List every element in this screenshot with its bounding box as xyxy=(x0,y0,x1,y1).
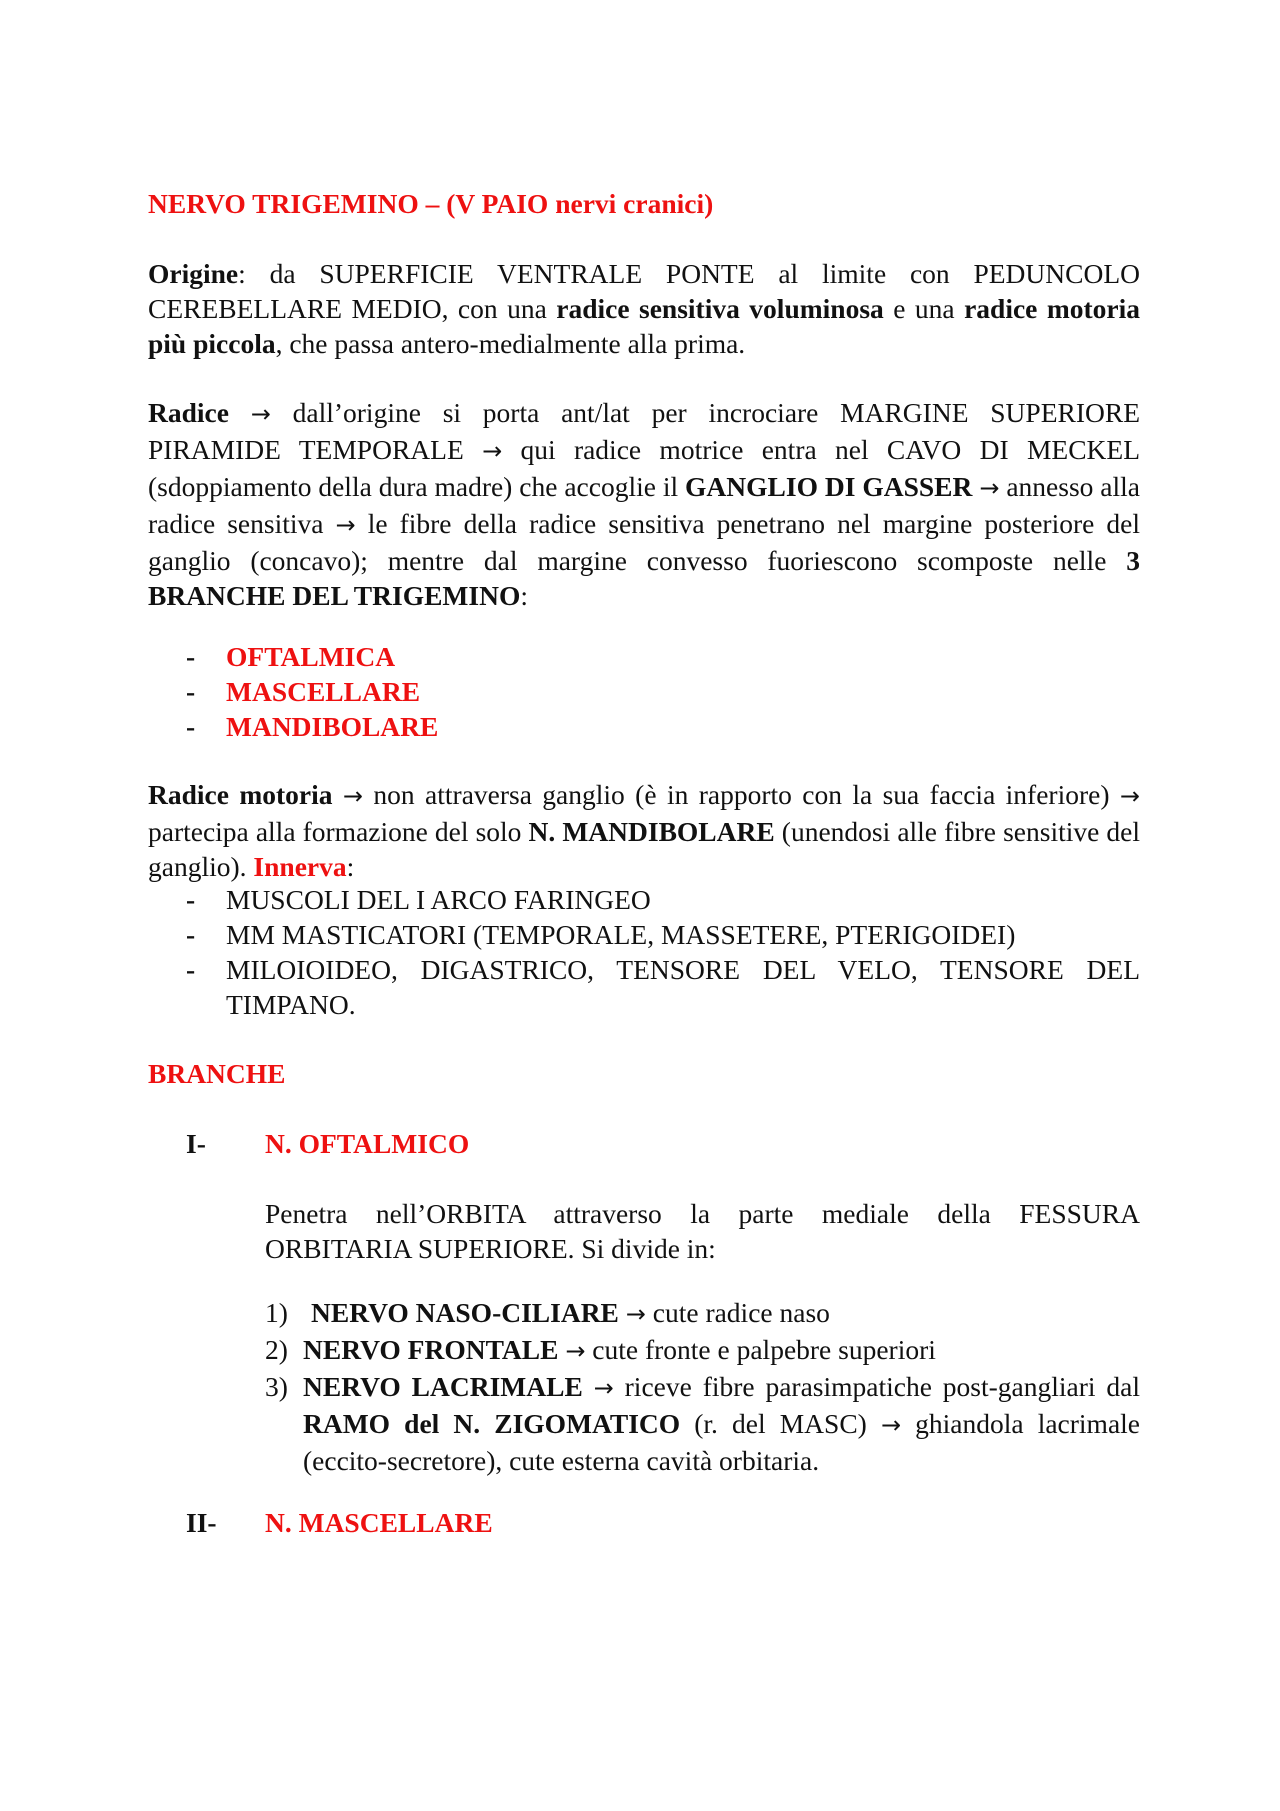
arrow-icon: → xyxy=(1119,782,1140,810)
radice-bold-branche: 3 BRANCHE DEL TRIGEMINO xyxy=(148,545,1140,611)
innerva-item-label: MUSCOLI DEL I ARCO FARINGEO xyxy=(226,884,651,915)
oftalmico-branches-list xyxy=(265,1295,1140,1478)
list-item xyxy=(265,1332,1140,1369)
dash-bullet: - xyxy=(186,641,196,672)
radice-text: qui radice motrice entra nel CAVO DI MECKEL (sdoppiamento della dura madre) che accoglie il xyxy=(148,434,1140,502)
nerve-description: riceve fibre parasimpatiche post-gangliari dal xyxy=(613,1371,1140,1402)
mascellare-numeral: II- xyxy=(186,1507,217,1538)
nerve-description: ghiandola lacrimale (eccito-secretore), cute esterna cavità orbitaria. xyxy=(303,1408,1141,1476)
nerve-description: cute radice naso xyxy=(645,1297,830,1328)
nerve-description: (r. del MASC) xyxy=(680,1408,881,1439)
radice-motoria-text: (unendosi alle fibre sensitive del ganglio). xyxy=(148,816,1140,882)
branche-item-label: MANDIBOLARE xyxy=(226,711,439,742)
list-number: 3) xyxy=(265,1371,288,1402)
list-item xyxy=(148,917,1140,952)
arrow-icon: → xyxy=(625,1300,646,1328)
radice-motoria-text: non attraversa ganglio (è in rapporto con la sua faccia inferiore) xyxy=(363,779,1120,810)
list-item xyxy=(148,709,1140,744)
radice-motoria-text: partecipa alla formazione del solo xyxy=(148,816,529,847)
origine-text: : da SUPERFICIE VENTRALE PONTE al limite con PEDUNCOLO CEREBELLARE MEDIO, con una xyxy=(148,258,1140,324)
list-item xyxy=(265,1295,1140,1332)
arrow-icon: → xyxy=(593,1374,614,1402)
branche-item-label: OFTALMICA xyxy=(226,641,396,672)
branche-item-label: MASCELLARE xyxy=(226,676,421,707)
list-number: 1) xyxy=(265,1297,288,1328)
list-item xyxy=(148,639,1140,674)
arrow-icon: → xyxy=(565,1337,586,1365)
arrow-icon: → xyxy=(335,511,356,539)
arrow-icon: → xyxy=(482,437,503,465)
nerve-bold-ramo: RAMO del N. ZIGOMATICO xyxy=(303,1408,681,1439)
radice-motoria-paragraph xyxy=(148,777,1140,884)
origine-text: , che passa antero-medialmente alla prima. xyxy=(275,328,746,359)
origine-bold-motoria: radice motoria più piccola xyxy=(148,293,1140,359)
radice-text: annesso alla radice sensitiva xyxy=(148,471,1140,539)
dash-bullet: - xyxy=(186,919,196,950)
radice-paragraph xyxy=(148,395,1140,613)
radice-bold-ganglio: GANGLIO DI GASSER xyxy=(685,471,973,502)
nerve-name: NERVO FRONTALE xyxy=(303,1334,559,1365)
arrow-icon: → xyxy=(250,400,271,428)
branche-heading: BRANCHE xyxy=(148,1058,286,1089)
list-item xyxy=(148,674,1140,709)
radice-text: dall’origine si porta ant/lat per incrociare MARGINE SUPERIORE PIRAMIDE TEMPORALE xyxy=(148,397,1141,465)
origine-bold-sensitiva: radice sensitiva voluminosa xyxy=(556,293,884,324)
list-item xyxy=(265,1369,1140,1478)
branche-list xyxy=(148,639,1140,744)
arrow-icon: → xyxy=(979,474,1000,502)
oftalmico-intro: Penetra nell’ORBITA attraverso la parte mediale della FESSURA ORBITARIA SUPERIORE. Si divide in: xyxy=(265,1198,1140,1264)
dash-bullet: - xyxy=(186,676,196,707)
innerva-item-label: MM MASTICATORI (TEMPORALE, MASSETERE, PTERIGOIDEI) xyxy=(226,919,1016,950)
radice-motoria-bold-mandibolare: N. MANDIBOLARE xyxy=(528,816,775,847)
radice-motoria-text: : xyxy=(346,851,355,882)
arrow-icon: → xyxy=(880,1411,902,1439)
mascellare-title: N. MASCELLARE xyxy=(265,1507,493,1538)
list-item xyxy=(148,882,1140,917)
nerve-name: NERVO NASO-CILIARE xyxy=(311,1297,619,1328)
origine-label: Origine xyxy=(148,258,239,289)
innerva-label: Innerva xyxy=(253,851,347,882)
radice-text: le fibre della radice sensitiva penetrano nel margine posteriore del ganglio (concavo); mentre dal margine convesso fuoriescono scomposte nelle xyxy=(148,508,1140,576)
nerve-name: NERVO LACRIMALE xyxy=(303,1371,583,1402)
nerve-description: cute fronte e palpebre superiori xyxy=(585,1334,936,1365)
innerva-list xyxy=(148,882,1140,1022)
page-title: NERVO TRIGEMINO – (V PAIO nervi cranici) xyxy=(148,188,714,219)
list-item xyxy=(148,952,1140,1022)
innerva-item-label: MILOIOIDEO, DIGASTRICO, TENSORE DEL VELO, TENSORE DEL TIMPANO. xyxy=(226,954,1140,1020)
radice-label: Radice xyxy=(148,397,229,428)
list-number: 2) xyxy=(265,1334,288,1365)
origine-paragraph xyxy=(148,256,1140,361)
oftalmico-numeral: I- xyxy=(186,1128,206,1159)
dash-bullet: - xyxy=(186,711,196,742)
oftalmico-title: N. OFTALMICO xyxy=(265,1128,470,1159)
arrow-icon: → xyxy=(342,782,364,810)
radice-text: : xyxy=(520,580,528,611)
radice-motoria-label: Radice motoria xyxy=(148,779,333,810)
origine-text: e una xyxy=(883,293,965,324)
dash-bullet: - xyxy=(186,884,196,915)
dash-bullet: - xyxy=(186,954,196,985)
